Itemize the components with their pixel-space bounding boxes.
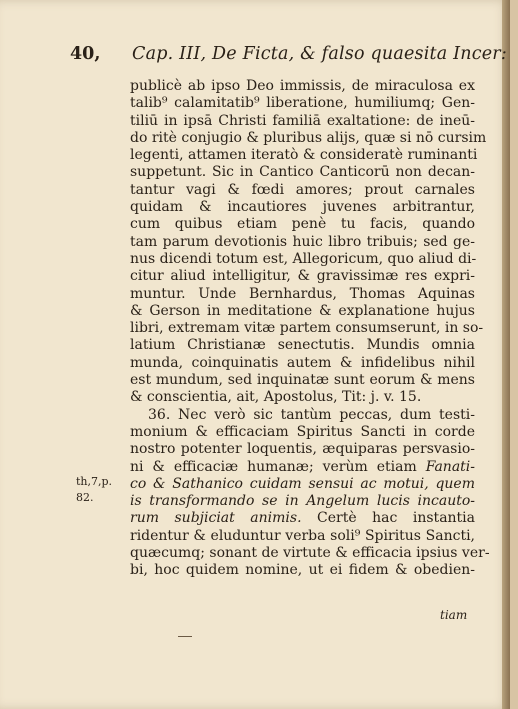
text-line: quidam & incautiores juvenes arbitrantur, (130, 199, 475, 216)
text-line: tantur vagi & fœdi amores; prout carnales (130, 181, 475, 198)
running-title: Cap. III, De Ficta, & falso quaesita Incer: (132, 44, 507, 64)
text-line: tiliū in ipsā Christi familiā exaltatione: de ineū- (130, 112, 475, 129)
text-line: rum subjiciat animis. Certè hac instantia (130, 510, 476, 527)
text-line: est mundum, sed inquinatæ sunt eorum & mens (130, 372, 475, 389)
margin-note-line: th,7,p. (76, 475, 113, 488)
text-line: latium Christianæ senectutis. Mundis omnia (130, 337, 475, 354)
text-line: co & Sathanico cuidam sensui ac motui, quem (130, 475, 475, 492)
text-line: 36. Nec verò sic tantùm peccas, dum testi- (148, 406, 475, 423)
text-line: do ritè conjugio & pluribus alijs, quæ si nō cursim (130, 129, 487, 146)
catchword: tiam (440, 608, 468, 622)
text-line: bi, hoc quidem nomine, ut ei fidem & obedien- (130, 562, 475, 579)
text-line: citur aliud intelligitur, & gravissimæ res expri- (130, 268, 475, 285)
text-line: munda, coinquinatis autem & infidelibus nihil (130, 354, 475, 371)
text-line: nus dicendi totum est, Allegoricum, quo aliud di- (130, 250, 477, 267)
text-line: is transformando se in Angelum lucis incauto- (130, 493, 475, 510)
text-line: nostro potenter loquentis, æquiparas persvasio- (130, 441, 475, 458)
page-gutter (502, 0, 510, 709)
text-line: publicè ab ipso Deo immissis, de miraculosa ex (130, 78, 475, 94)
page-body-text (130, 78, 490, 580)
text-line: & conscientia, ait, Apostolus, Tit: j. v. 15. (130, 389, 422, 406)
text-line: legenti, attamen iteratò & consideratè ruminanti (130, 147, 478, 164)
text-line: tam parum devotionis huic libro tribuis; sed ge- (130, 233, 475, 250)
margin-note (76, 474, 112, 506)
running-header (70, 44, 507, 64)
text-line: muntur. Unde Bernhardus, Thomas Aquinas (130, 285, 475, 302)
page-number: 40, (70, 44, 101, 64)
text-line: libri, extremam vitæ partem consumserunt, in so- (130, 320, 484, 337)
text-line: ridentur & eluduntur verba soli⁹ Spiritus Sancti, (130, 527, 475, 544)
text-line: & Gerson in meditatione & explanatione hujus (130, 302, 475, 319)
text-line: talib⁹ calamitatib⁹ liberatione, humiliumq; Gen- (130, 95, 475, 112)
footer-rule (178, 636, 192, 637)
text-line: monium & efficaciam Spiritus Sancti in corde (130, 423, 475, 440)
margin-note-line: 82. (76, 491, 94, 504)
text-line: cum quibus etiam penè tu facis, quando (130, 216, 475, 233)
text-line: quæcumq; sonant de virtute & efficacia ipsius ver- (130, 545, 490, 562)
text-line: ni & efficaciæ humanæ; verùm etiam Fanati- (130, 458, 475, 475)
text-line: suppetunt. Sic in Cantico Canticorū non decan- (130, 164, 475, 181)
